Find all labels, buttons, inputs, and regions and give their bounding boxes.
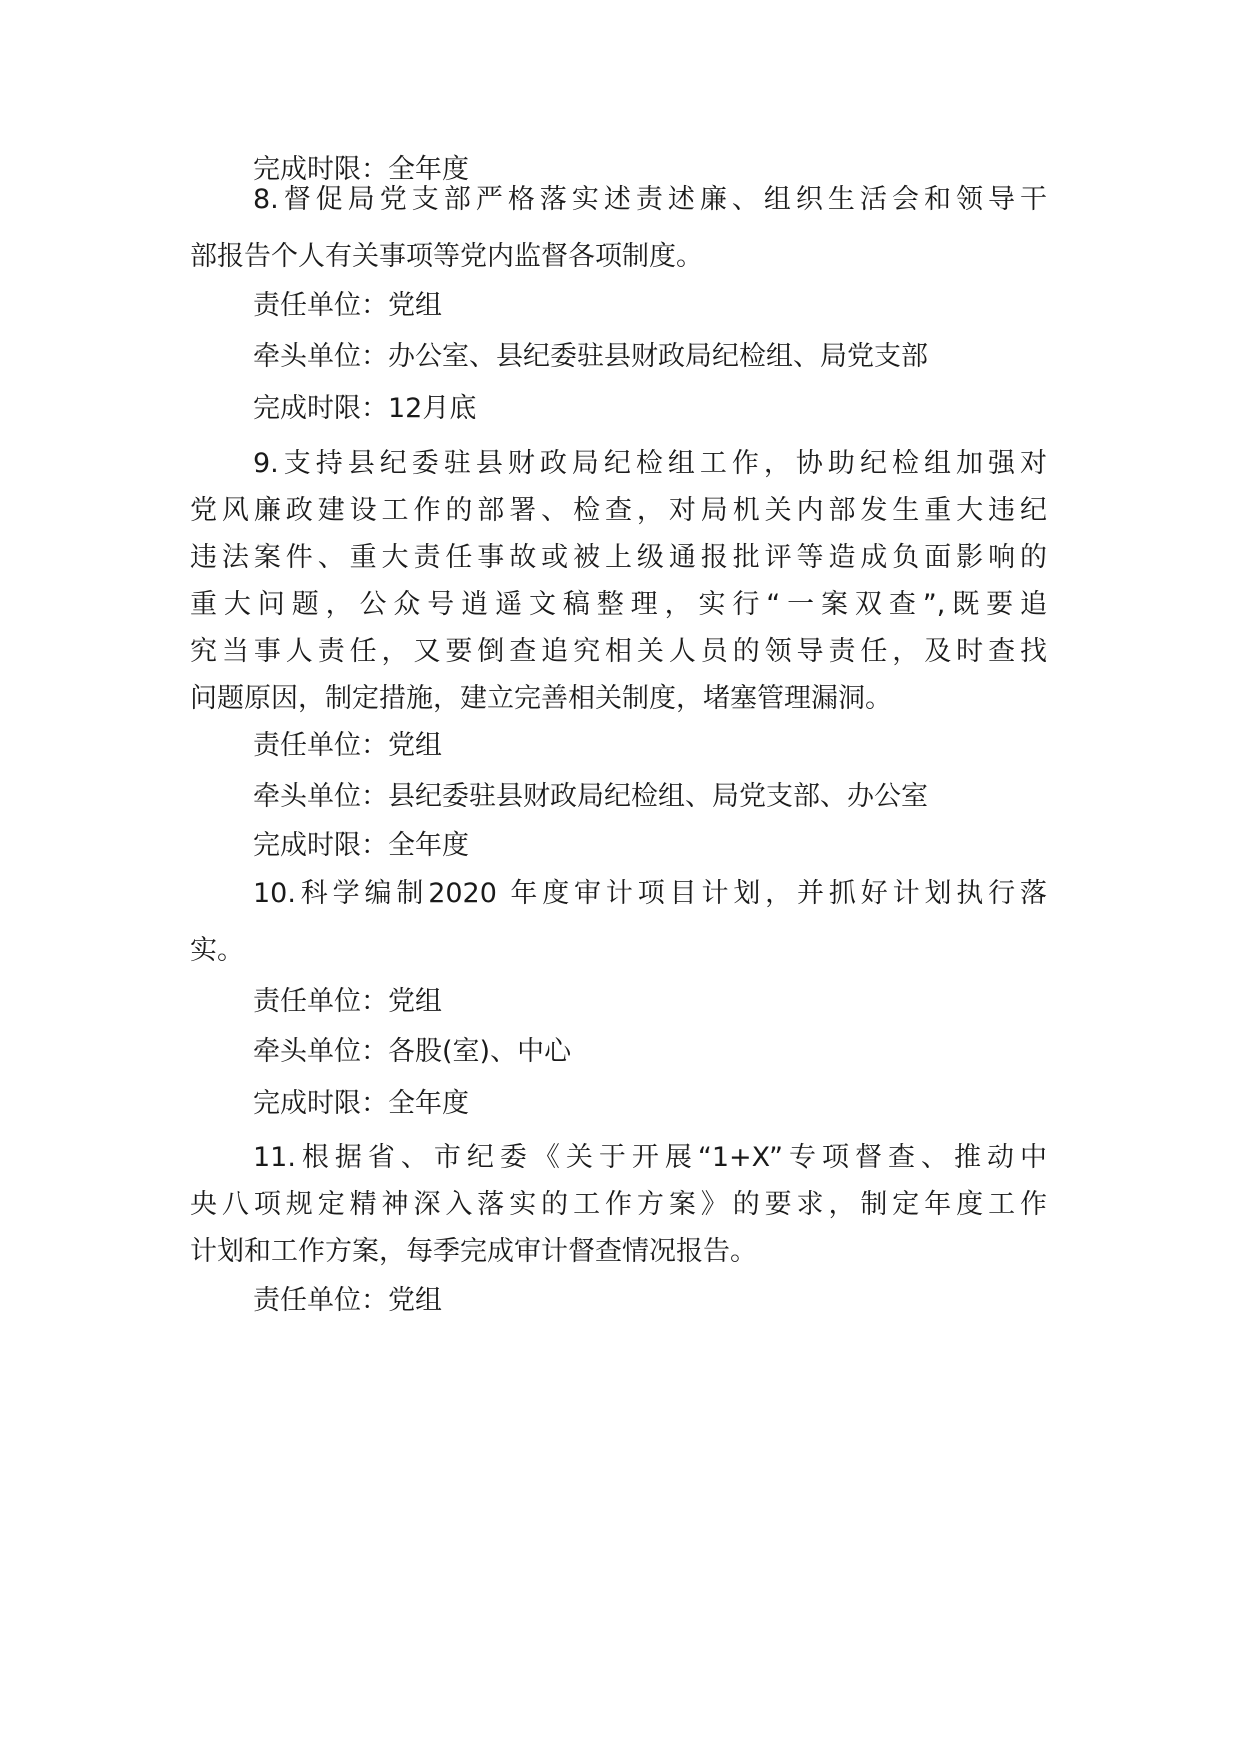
item-11-text-cont: 计划和工作方案，每季完成审计督查情况报告。 xyxy=(190,1236,757,1267)
item-11-text: 11.根据省、市纪委《关于开展“1+X”专项督查、推动中 xyxy=(253,1142,1047,1173)
lead-unit-line: 牵头单位：办公室、县纪委驻县财政局纪检组、局党支部 xyxy=(253,341,928,372)
item-8-text: 8.督促局党支部严格落实述责述廉、组织生活会和领导干 xyxy=(253,184,1047,215)
responsible-unit-line: 责任单位：党组 xyxy=(253,730,442,761)
responsible-unit-line: 责任单位：党组 xyxy=(253,986,442,1017)
item-11-text-cont: 央八项规定精神深入落实的工作方案》的要求，制定年度工作 xyxy=(190,1189,1047,1220)
item-9-text-cont: 究当事人责任，又要倒查追究相关人员的领导责任，及时查找 xyxy=(190,636,1047,667)
responsible-unit-line: 责任单位：党组 xyxy=(253,1285,442,1316)
item-10-text-cont: 实。 xyxy=(190,935,244,966)
deadline-line: 完成时限：12月底 xyxy=(253,393,477,424)
responsible-unit-line: 责任单位：党组 xyxy=(253,290,442,321)
item-9-text-cont: 党风廉政建设工作的部署、检查，对局机关内部发生重大违纪 xyxy=(190,495,1047,526)
item-9-text: 9.支持县纪委驻县财政局纪检组工作，协助纪检组加强对 xyxy=(253,448,1047,479)
lead-unit-line: 牵头单位：各股(室)、中心 xyxy=(253,1036,572,1067)
item-9-text-cont: 问题原因，制定措施，建立完善相关制度，堵塞管理漏洞。 xyxy=(190,683,892,714)
item-8-text-cont: 部报告个人有关事项等党内监督各项制度。 xyxy=(190,241,703,272)
deadline-line: 完成时限：全年度 xyxy=(253,830,469,861)
item-9-text-cont: 重大问题，公众号逍遥文稿整理，实行“一案双查”,既要追 xyxy=(190,589,1047,620)
deadline-line: 完成时限：全年度 xyxy=(253,1088,469,1119)
deadline-line: 完成时限：全年度 xyxy=(253,154,469,185)
item-10-text: 10.科学编制2020 年度审计项目计划，并抓好计划执行落 xyxy=(253,878,1047,909)
lead-unit-line: 牵头单位：县纪委驻县财政局纪检组、局党支部、办公室 xyxy=(253,781,928,812)
item-9-text-cont: 违法案件、重大责任事故或被上级通报批评等造成负面影响的 xyxy=(190,542,1047,573)
